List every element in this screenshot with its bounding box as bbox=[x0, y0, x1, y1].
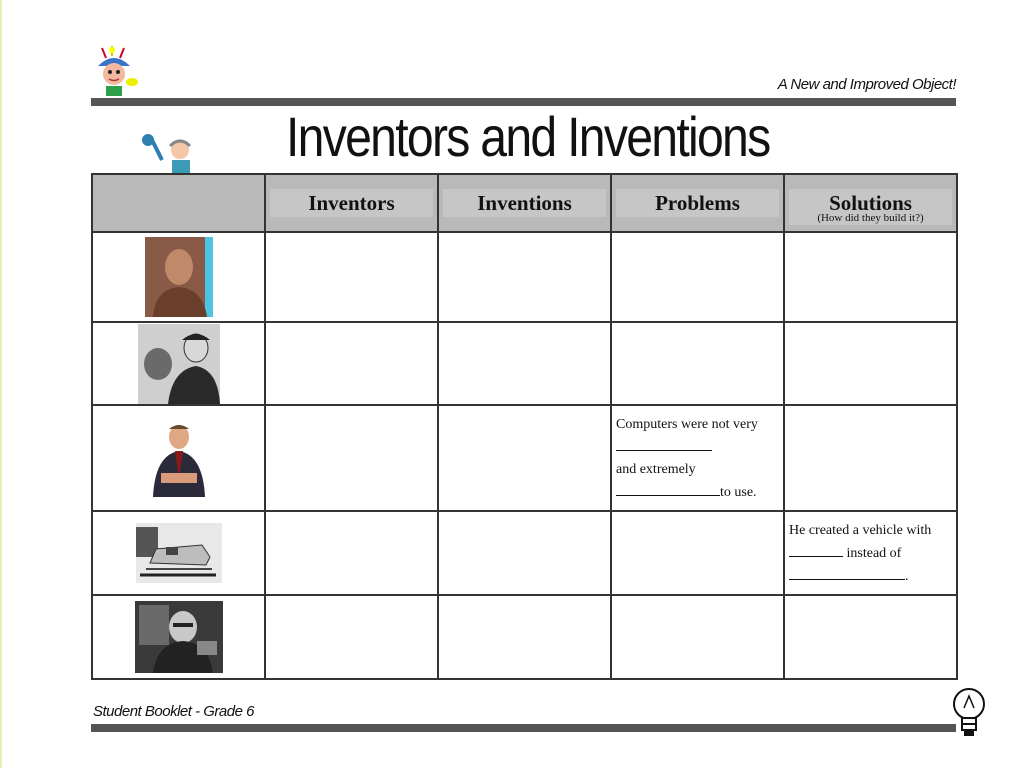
header-solutions-note: (How did they build it?) bbox=[817, 212, 924, 224]
problem-cell[interactable] bbox=[611, 232, 784, 322]
inventor-cell[interactable] bbox=[265, 511, 438, 595]
solution-line-1: He created a vehicle with bbox=[789, 523, 932, 538]
page-title: Inventors and Inventions bbox=[286, 105, 770, 168]
row-picture bbox=[92, 595, 265, 679]
header-subtitle: A New and Improved Object! bbox=[777, 76, 956, 93]
header-problems-label: Problems bbox=[616, 189, 779, 217]
inventor-bust-photo bbox=[145, 237, 213, 317]
inventors-table bbox=[91, 173, 958, 680]
inventor-suit-photo bbox=[149, 419, 209, 497]
inventor-cell[interactable] bbox=[265, 405, 438, 511]
header-problems bbox=[611, 174, 784, 232]
problem-line-1: Computers were not very bbox=[616, 417, 758, 432]
row-picture bbox=[92, 322, 265, 405]
lightbulb-icon bbox=[950, 686, 988, 740]
header-solutions bbox=[784, 174, 957, 232]
problem-cell[interactable] bbox=[611, 405, 784, 511]
solution-cell[interactable] bbox=[784, 232, 957, 322]
solution-cell[interactable] bbox=[784, 511, 957, 595]
table-row bbox=[92, 511, 957, 595]
page-edge bbox=[0, 0, 2, 768]
fill-in-blank[interactable] bbox=[616, 481, 720, 496]
invention-cell[interactable] bbox=[438, 232, 611, 322]
table-header-row bbox=[92, 174, 957, 232]
problem-cell[interactable] bbox=[611, 322, 784, 405]
header-inventors-label: Inventors bbox=[270, 189, 433, 217]
header-picture-cell bbox=[92, 174, 265, 232]
header-solutions-label: Solutions bbox=[829, 191, 912, 215]
inventor-with-helmet-photo bbox=[138, 324, 220, 404]
solution-cell[interactable] bbox=[784, 595, 957, 679]
table-row bbox=[92, 595, 957, 679]
invention-cell[interactable] bbox=[438, 405, 611, 511]
table-row bbox=[92, 322, 957, 405]
invention-cell[interactable] bbox=[438, 595, 611, 679]
fill-in-blank[interactable] bbox=[789, 565, 905, 580]
footer-label: Student Booklet - Grade 6 bbox=[93, 703, 254, 720]
inventor-cell[interactable] bbox=[265, 322, 438, 405]
inventor-cell[interactable] bbox=[265, 232, 438, 322]
header-inventions bbox=[438, 174, 611, 232]
solution-cell[interactable] bbox=[784, 405, 957, 511]
problem-cell[interactable] bbox=[611, 511, 784, 595]
fill-in-blank[interactable] bbox=[616, 436, 712, 451]
header-inventors bbox=[265, 174, 438, 232]
solution-cell[interactable] bbox=[784, 322, 957, 405]
solution-line-3: . bbox=[905, 569, 909, 584]
snow-vehicle-photo bbox=[136, 523, 222, 583]
table-row bbox=[92, 232, 957, 322]
inventor-cell[interactable] bbox=[265, 595, 438, 679]
solution-line-2: instead of bbox=[846, 546, 902, 561]
problem-line-2: and extremely bbox=[616, 462, 696, 477]
problem-line-3: to use. bbox=[720, 485, 757, 500]
kid-mascot-icon bbox=[92, 44, 140, 98]
fill-in-blank[interactable] bbox=[789, 542, 843, 557]
invention-cell[interactable] bbox=[438, 322, 611, 405]
row-picture bbox=[92, 405, 265, 511]
invention-cell[interactable] bbox=[438, 511, 611, 595]
row-picture bbox=[92, 511, 265, 595]
row-picture bbox=[92, 232, 265, 322]
problem-cell[interactable] bbox=[611, 595, 784, 679]
bottom-rule bbox=[91, 724, 956, 732]
header-inventions-label: Inventions bbox=[443, 189, 606, 217]
table-row bbox=[92, 405, 957, 511]
elderly-inventor-photo bbox=[135, 601, 223, 673]
